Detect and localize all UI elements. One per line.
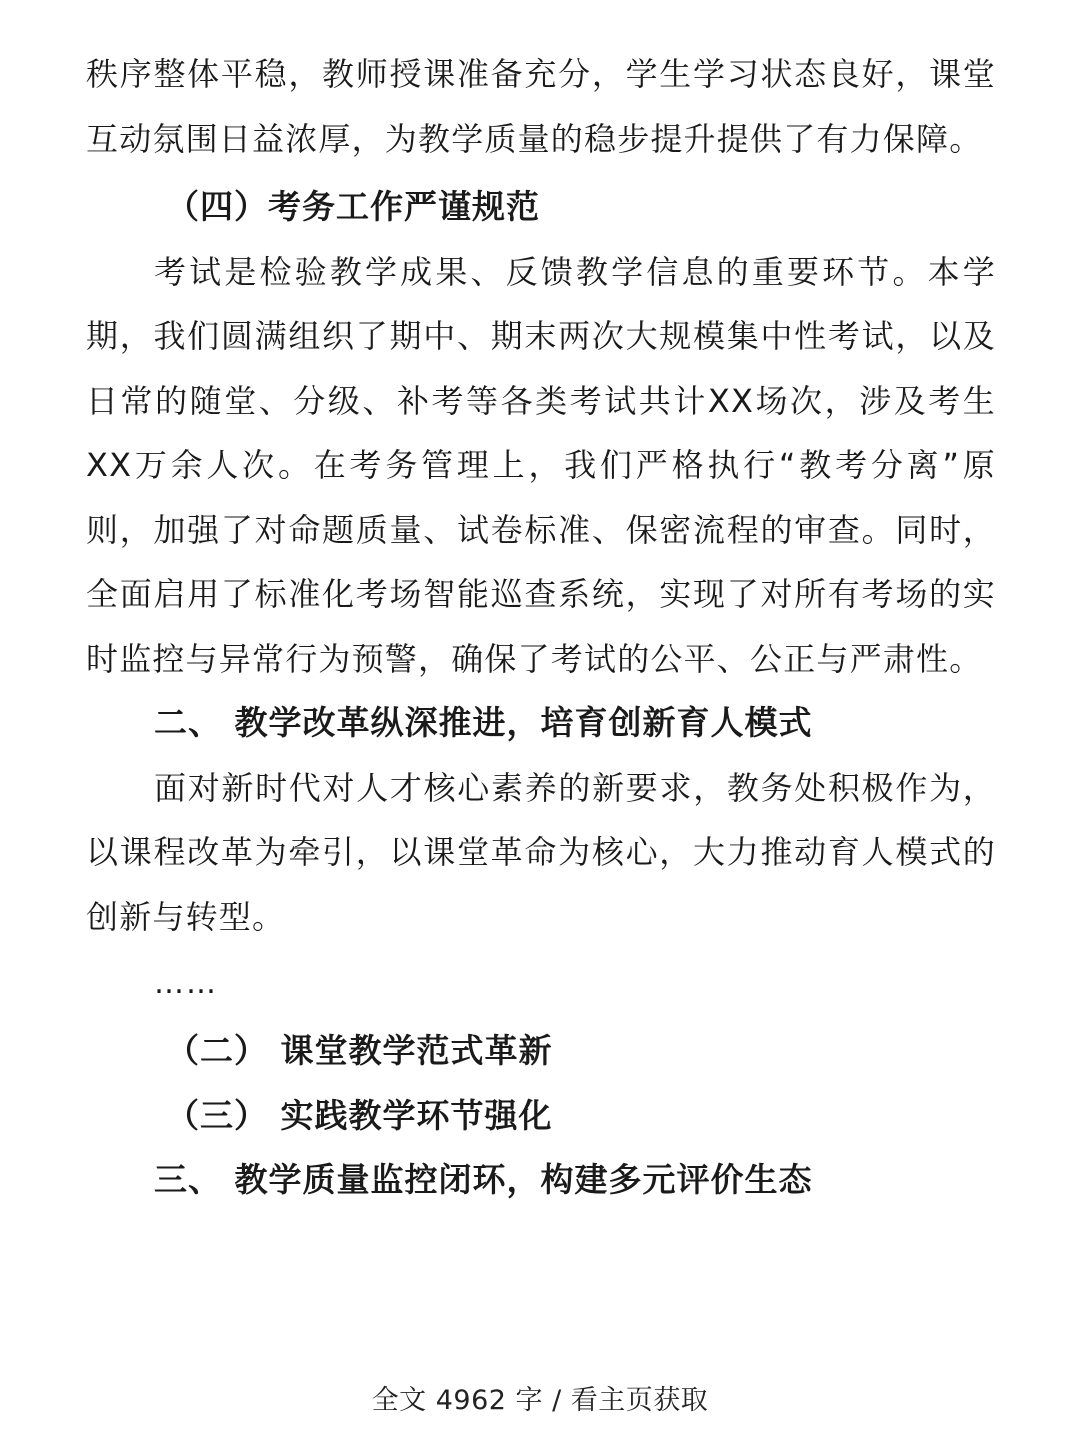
heading-practice-teaching: （三） 实践教学环节强化 [166,1095,553,1135]
document-body [86,42,996,1213]
paragraph-reform: 面对新时代对人才核心素养的新要求，教务处积极作为，以课程改革为牵引，以课堂革命为核心，大力推动育人模式的创新与转型。 [86,768,996,936]
paragraph-intro-tail: 秩序整体平稳，教师授课准备充分，学生学习状态良好，课堂互动氛围日益浓厚，为教学质量的稳步提升提供了有力保障。 [86,55,996,158]
heading-section-2: 二、 教学改革纵深推进，培育创新育人模式 [154,703,813,742]
paragraph-exam: 考试是检验教学成果、反馈教学信息的重要环节。本学期，我们圆满组织了期中、期末两次大规模集中性考试，以及日常的随堂、分级、补考等各类考试共计XX场次，涉及考生XX万余人次。在考务管理上，我们严格执行“教考分离”原则，加强了对命题质量、试卷标准、保密流程的审查。同时，全面启用了标准化考场智能巡查系统，实现了对所有考场的实时监控与异常行为预警，确保了考试的公平、公正与严肃性。 [86,252,996,678]
heading-section-3: 三、 教学质量监控闭环，构建多元评价生态 [154,1160,813,1199]
heading-classroom-teaching: （二） 课堂教学范式革新 [166,1031,553,1070]
footer-word-count: 全文 4962 字 / 看主页获取 [371,1385,709,1416]
ellipsis: …… [154,966,218,1001]
heading-exam-affairs: （四）考务工作严谨规范 [166,187,540,226]
